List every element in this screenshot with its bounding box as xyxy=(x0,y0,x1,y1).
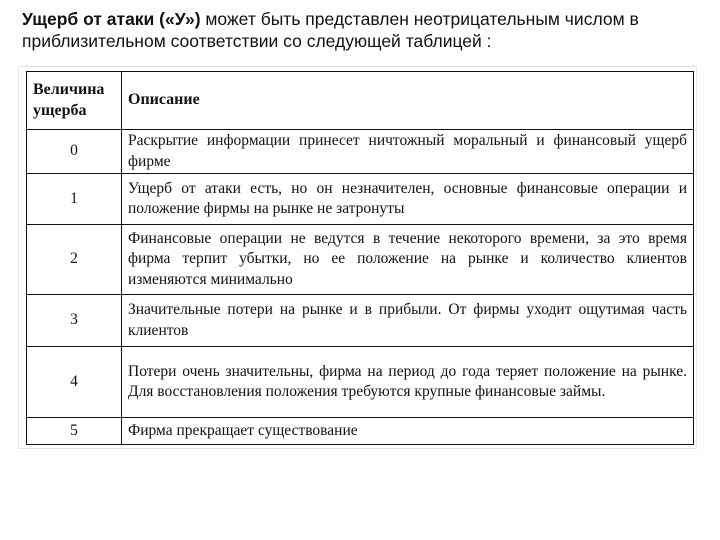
table-row xyxy=(27,347,694,418)
intro-bold-term: Ущерб от атаки («У») xyxy=(22,9,201,29)
table-row xyxy=(27,174,694,225)
damage-value: 1 xyxy=(27,174,122,225)
damage-description: Финансовые операции не ведутся в течение некоторого времени, за это время фирма терпит убытки, но ее положение на рынке и количество клиентов изменяются минимально xyxy=(122,225,694,295)
damage-description: Раскрытие информации принесет ничтожный моральный и финансовый ущерб фирме xyxy=(122,130,694,174)
table-row xyxy=(27,418,694,445)
intro-text: может быть представлен неотрицательным числом в приблизительном соответствии со следующей таблицей : xyxy=(22,9,639,51)
damage-value: 5 xyxy=(27,418,122,445)
table-header-row xyxy=(27,72,694,130)
damage-description: Фирма прекращает существование xyxy=(122,418,694,445)
damage-value: 4 xyxy=(27,347,122,418)
damage-value: 2 xyxy=(27,225,122,295)
damage-value: 0 xyxy=(27,130,122,174)
table-row xyxy=(27,225,694,295)
damage-table xyxy=(26,71,694,445)
intro-paragraph xyxy=(22,8,712,52)
damage-value: 3 xyxy=(27,295,122,347)
table-row xyxy=(27,295,694,347)
header-damage-value: Величина ущерба xyxy=(27,72,122,130)
damage-description: Ущерб от атаки есть, но он незначителен, основные финансовые операции и положение фирмы на рынке не затронуты xyxy=(122,174,694,225)
table-row xyxy=(27,130,694,174)
header-description: Описание xyxy=(122,72,694,130)
damage-description: Значительные потери на рынке и в прибыли. От фирмы уходит ощутимая часть клиентов xyxy=(122,295,694,347)
damage-description: Потери очень значительны, фирма на период до года теряет положение на рынке. Для восстановления положения требуются крупные финансовые займы. xyxy=(122,347,694,418)
